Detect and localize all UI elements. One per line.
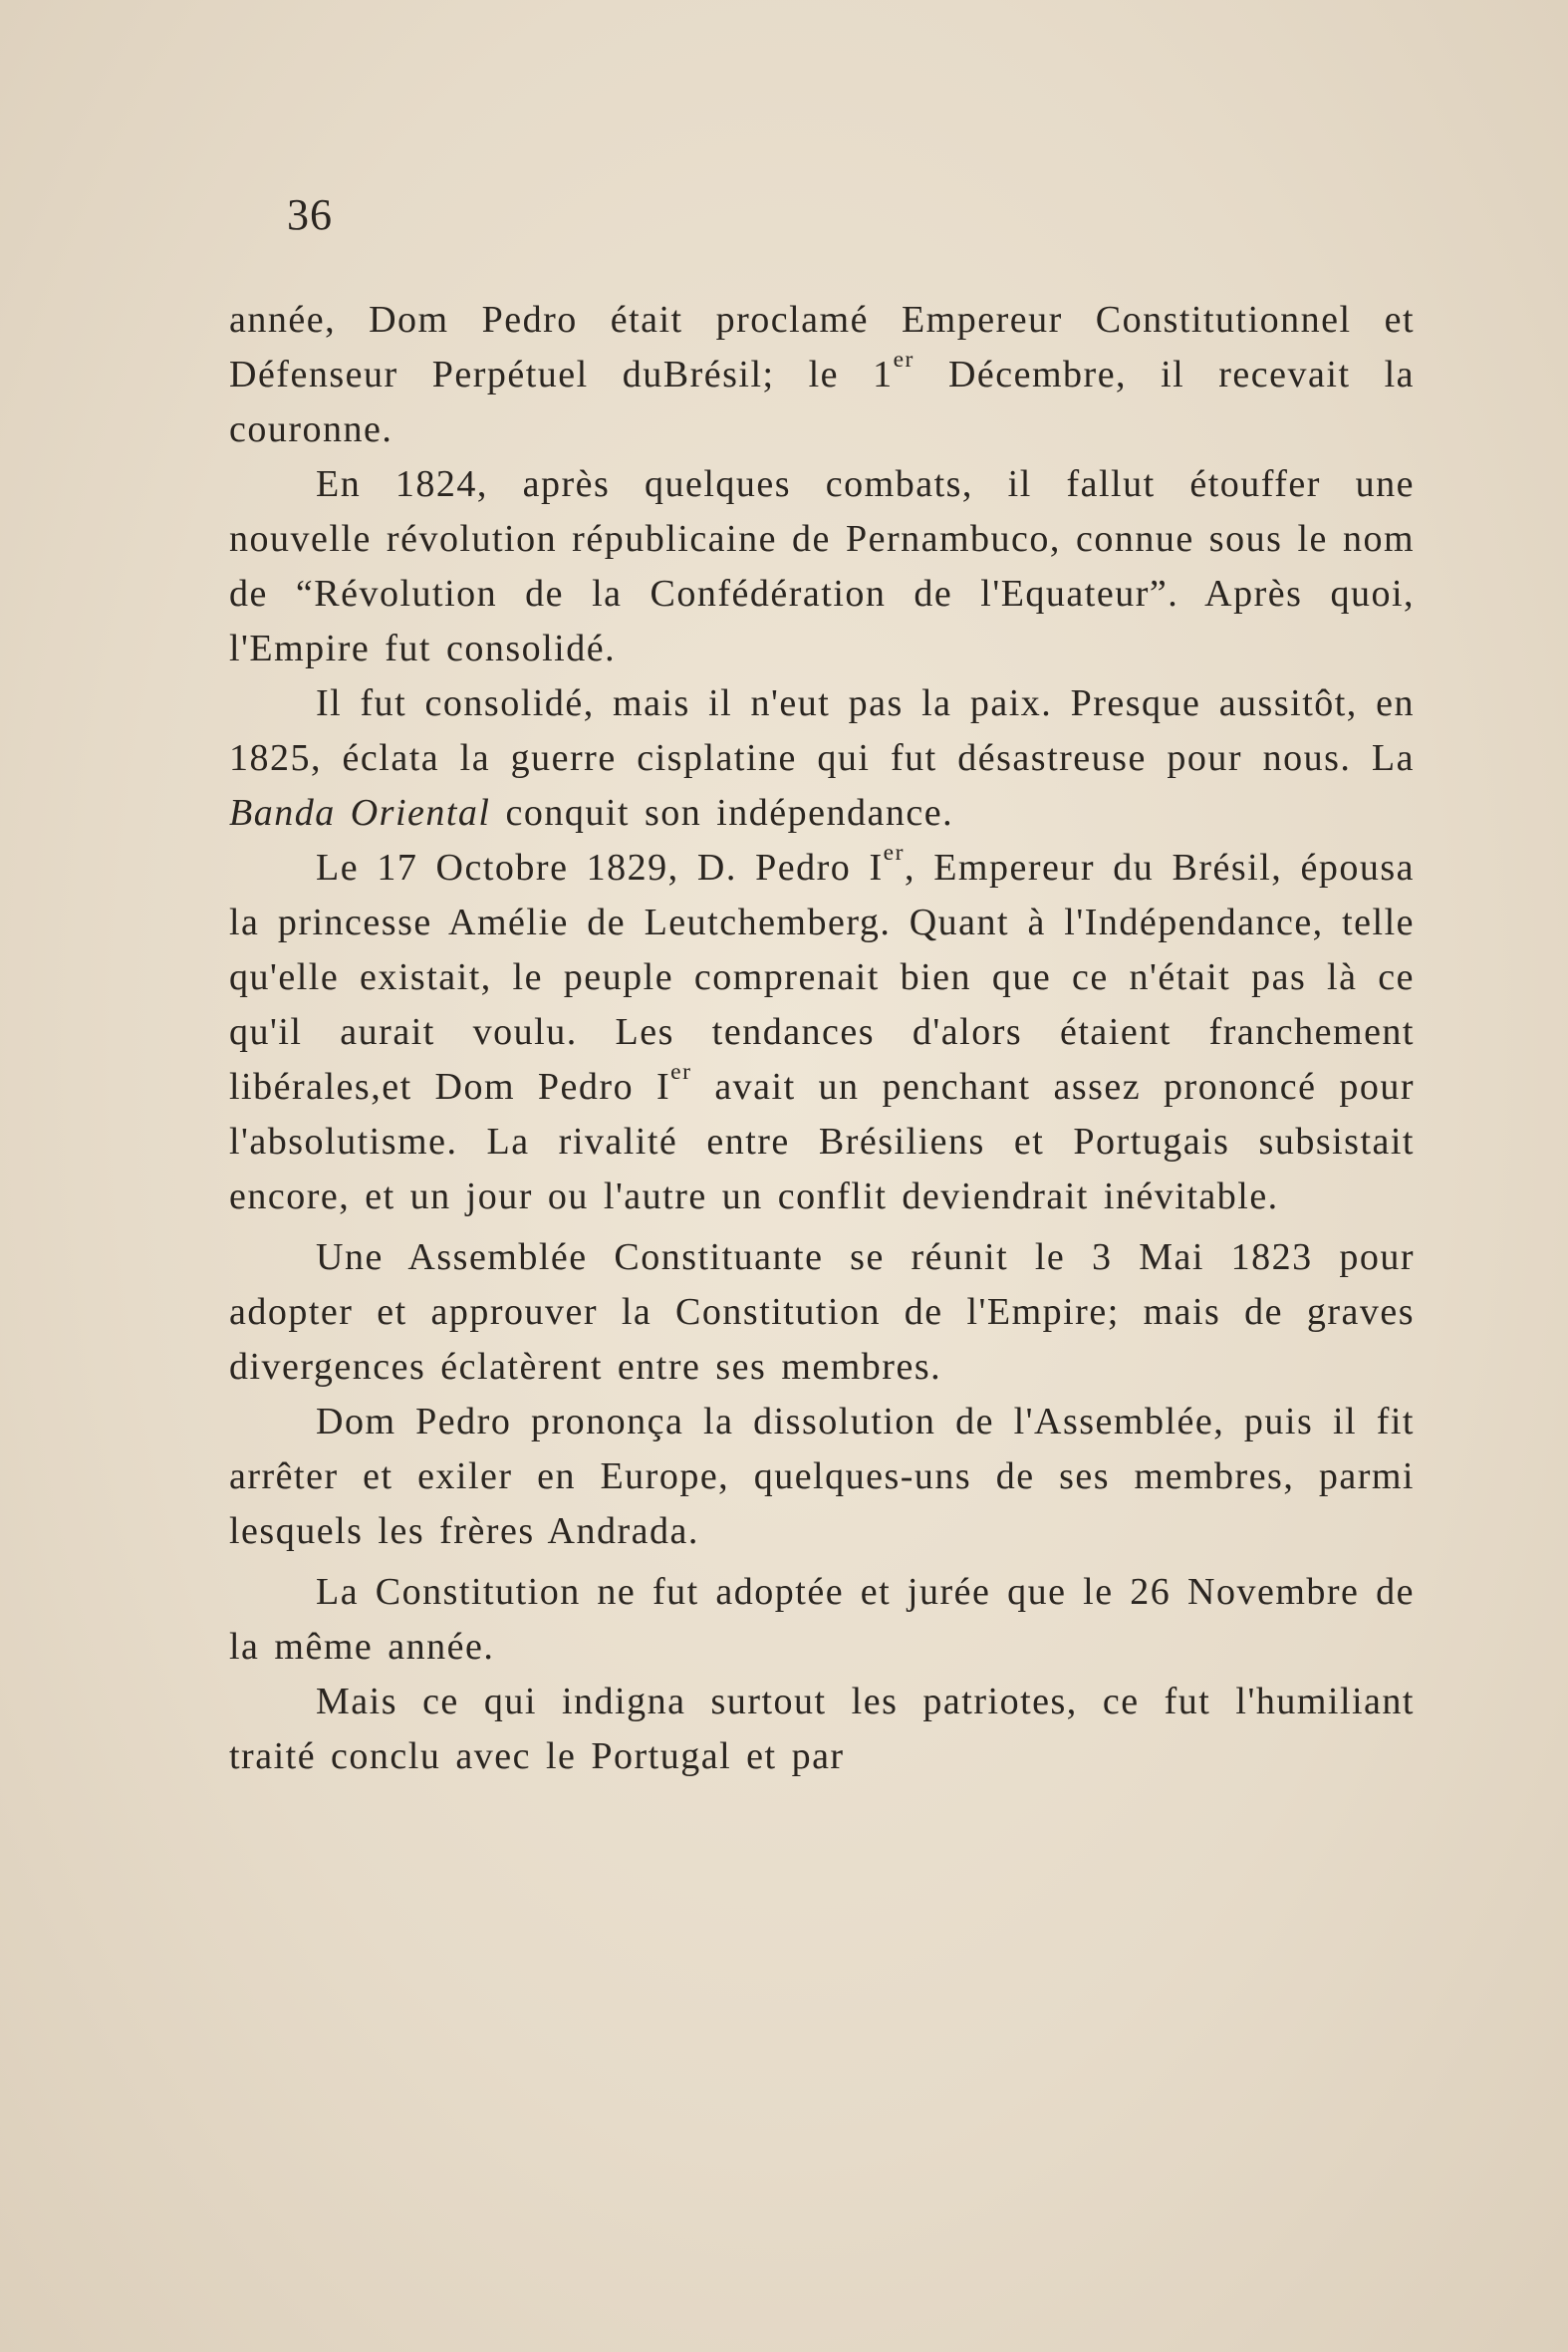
paragraph: [229, 676, 1415, 841]
text-run: , Empereur du Brésil, épousa la princesse Amélie de Leutchemberg. Quant à l'Indépendance, telle qu'elle existait, le peuple comprenait bien que ce n'était pas là ce qu'il aurait voulu. Les tendances d'alors étaient franchement libérales,et Dom Pedro I: [229, 847, 1416, 1108]
paragraph: [229, 1565, 1415, 1675]
text-run: Il fut consolidé, mais il n'eut pas la paix. Presque aussitôt, en 1825, éclata la guerre cisplatine qui fut désastreuse pour nous. La: [229, 682, 1415, 779]
text-run: Dom Pedro prononça la dissolution de l'Assemblée, puis il fit arrêter et exiler en Europe, quelques-uns de ses membres, parmi lesquels les frères Andrada.: [229, 1401, 1415, 1552]
paragraph: [229, 1395, 1415, 1559]
paragraph: [229, 293, 1415, 457]
superscript: er: [893, 346, 915, 373]
paragraph: [229, 1230, 1415, 1395]
paragraph: [229, 457, 1415, 676]
text-run: Mais ce qui indigna surtout les patriotes, ce fut l'humiliant traité conclu avec le Portugal et par: [229, 1681, 1415, 1777]
text-run: Décembre, il recevait la couronne.: [229, 354, 1415, 450]
superscript: er: [883, 839, 905, 866]
text-run: année, Dom Pedro était proclamé Empereur Constitutionnel et Défenseur Perpétuel duBrésil; le 1: [229, 299, 1415, 395]
text-run: La Constitution ne fut adoptée et jurée que le 26 Novembre de la même année.: [229, 1571, 1415, 1668]
page-number: 36: [287, 190, 333, 239]
superscript: er: [670, 1058, 692, 1085]
text-run: Le 17 Octobre 1829, D. Pedro I: [316, 847, 884, 889]
italic-text: Banda Oriental: [229, 792, 491, 834]
text-run: avait un penchant assez prononcé pour l'absolutisme. La rivalité entre Brésiliens et Portugais subsistait encore, et un jour ou l'autre un conflit deviendrait inévitable.: [229, 1066, 1415, 1217]
paragraph: [229, 841, 1415, 1224]
text-run: Une Assemblée Constituante se réunit le 3 Mai 1823 pour adopter et approuver la Constitution de l'Empire; mais de graves divergences éclatèrent entre ses membres.: [229, 1236, 1415, 1388]
text-run: conquit son indépendance.: [490, 792, 954, 834]
text-run: En 1824, après quelques combats, il fallut étouffer une nouvelle révolution républicaine de Pernambuco, connue sous le nom de “Révolution de la Confédération de l'Equateur”. Après quoi, l'Empire fut consolidé.: [229, 463, 1415, 669]
body-text: [229, 293, 1415, 1784]
paragraph: [229, 1675, 1415, 1784]
